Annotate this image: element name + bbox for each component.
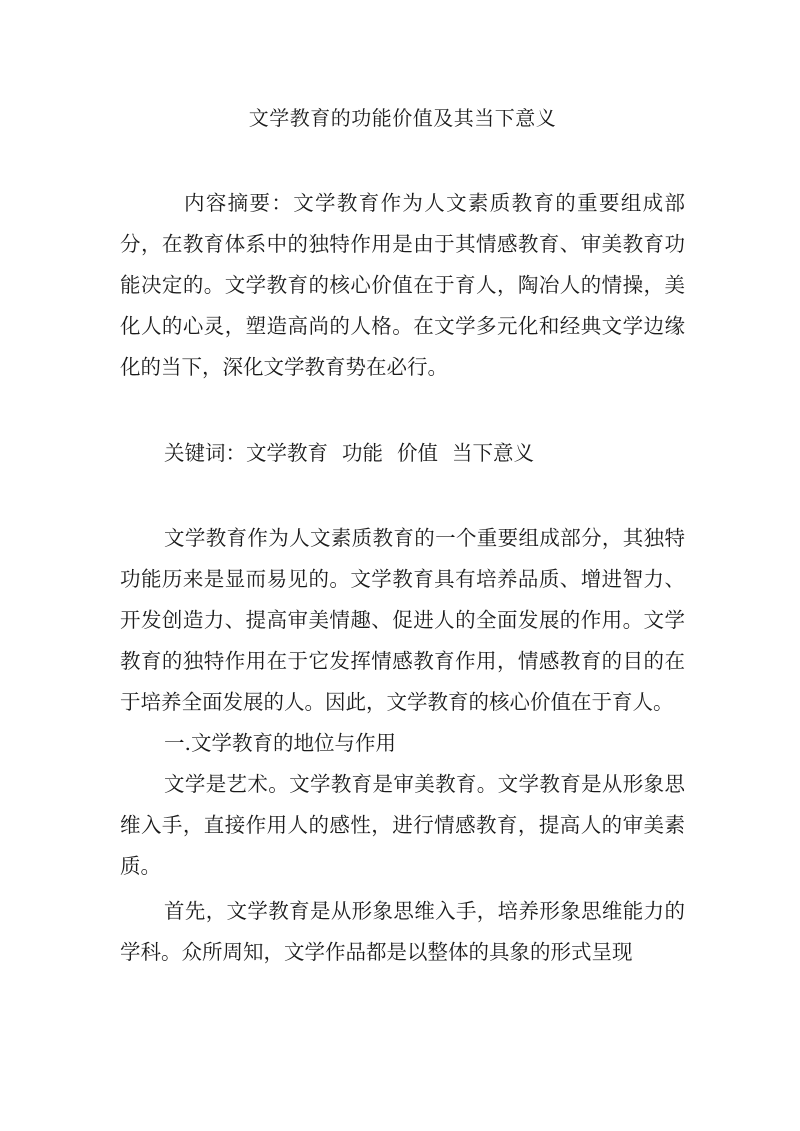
document-title: 文学教育的功能价值及其当下意义 bbox=[248, 106, 557, 130]
section-paragraph: 文学是艺术。文学教育是审美教育。文学教育是从形象思维入手，直接作用人的感性，进行情感教育，提高人的审美素质。 bbox=[120, 772, 685, 878]
intro-paragraph: 文学教育作为人文素质教育的一个重要组成部分，其独特功能历来是显而易见的。文学教育具有培养品质、增进智力、开发创造力、提高审美情趣、促进人的全面发展的作用。文学教育的独特作用在于它发挥情感教育作用，情感教育的目的在于培养全面发展的人。因此，文学教育的核心价值在于育人。 bbox=[120, 526, 685, 714]
keywords-label: 关键词： bbox=[164, 441, 246, 465]
section-heading: 一.文学教育的地位与作用 bbox=[164, 731, 397, 755]
keyword-item: 文学教育 bbox=[246, 441, 328, 465]
keyword-item: 功能 bbox=[342, 441, 383, 465]
keywords-line bbox=[164, 433, 685, 474]
section-paragraph: 首先，文学教育是从形象思维入手，培养形象思维能力的学科。众所周知，文学作品都是以整体的具象的形式呈现 bbox=[120, 899, 685, 964]
abstract-paragraph: 内容摘要：文学教育作为人文素质教育的重要组成部分，在教育体系中的独特作用是由于其情感教育、审美教育功能决定的。文学教育的核心价值在于育人，陶冶人的情操，美化人的心灵，塑造高尚的人格。在文学多元化和经典文学边缘化的当下，深化文学教育势在必行。 bbox=[120, 191, 685, 379]
keyword-item: 当下意义 bbox=[452, 441, 534, 465]
document-body bbox=[120, 518, 685, 973]
keyword-item: 价值 bbox=[397, 441, 438, 465]
